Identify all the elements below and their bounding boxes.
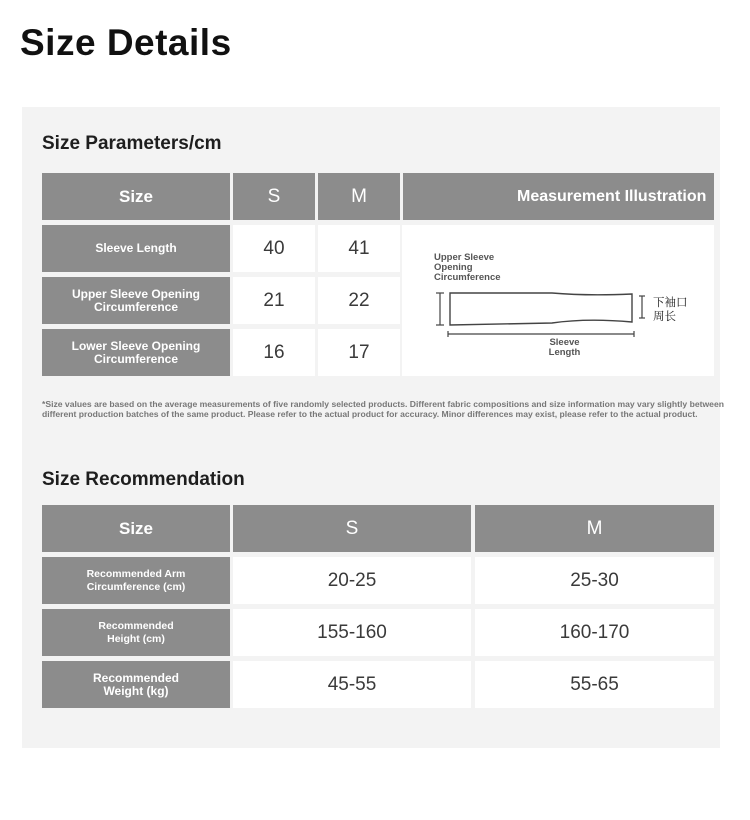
size-note: *Size values are based on the average measurements of five randomly selected products. Different fabric compositions and size information may vary slightly between different production batches of the same product. Please refer to the actual product for accuracy. Minor differences may exist, please refer to the actual product. [42,399,724,419]
rec-cell-m: 25-30 [475,557,714,604]
params-row-label: Lower Sleeve Opening Circumference [42,329,230,376]
params-cell-m: 17 [318,329,400,376]
rec-row-label: Recommended Weight (kg) [42,661,230,708]
size-parameters-title: Size Parameters/cm [42,133,222,154]
rec-header-size: Size [42,505,230,552]
upper-opening-label: Upper Sleeve Opening Circumference [434,252,501,283]
sleeve-length-label: Sleeve Length [548,337,581,358]
params-header-m: M [318,173,400,220]
params-row-label: Upper Sleeve Opening Circumference [42,277,230,324]
rec-row-label: Recommended Height (cm) [42,609,230,656]
rec-row-label: Recommended Arm Circumference (cm) [42,557,230,604]
params-cell-s: 21 [233,277,315,324]
params-cell-m: 22 [318,277,400,324]
params-cell-s: 40 [233,225,315,272]
params-row-label: Sleeve Length [42,225,230,272]
rec-cell-s: 45-55 [233,661,471,708]
params-header-illustration: Measurement Illustration [403,173,714,220]
params-cell-m: 41 [318,225,400,272]
rec-cell-s: 155-160 [233,609,471,656]
lower-opening-label-cn: 下袖口周长 [653,295,688,323]
rec-cell-s: 20-25 [233,557,471,604]
page-title: Size Details [20,22,232,63]
params-cell-s: 16 [233,329,315,376]
measurement-illustration [402,225,714,376]
params-header-size: Size [42,173,230,220]
rec-cell-m: 55-65 [475,661,714,708]
params-header-s: S [233,173,315,220]
size-recommendation-title: Size Recommendation [42,469,245,490]
rec-header-s: S [233,505,471,552]
rec-header-m: M [475,505,714,552]
rec-cell-m: 160-170 [475,609,714,656]
